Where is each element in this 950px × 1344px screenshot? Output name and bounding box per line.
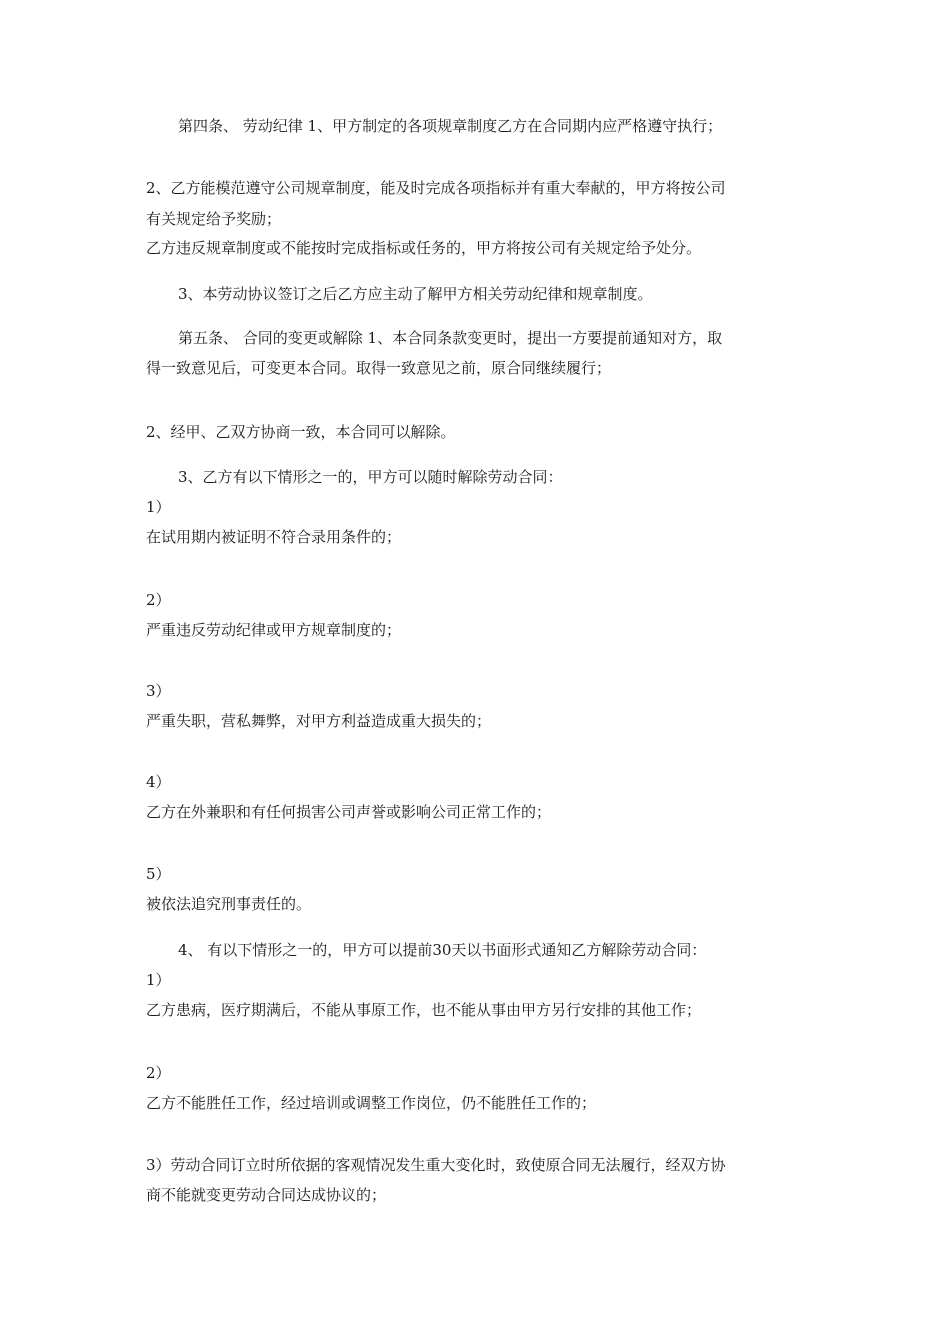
list-item-number: 5） bbox=[146, 865, 171, 883]
list-item-number: 1） bbox=[146, 971, 171, 989]
article4-item3: 3、本劳动协议签订之后乙方应主动了解甲方相关劳动纪律和规章制度。 bbox=[178, 285, 653, 303]
article4-heading: 第四条、 劳动纪律 1、甲方制定的各项规章制度乙方在合同期内应严格遵守执行； bbox=[178, 117, 723, 135]
list-item-number: 1） bbox=[146, 498, 171, 516]
article5-heading-line2: 得一致意见后，可变更本合同。取得一致意见之前，原合同继续履行； bbox=[146, 359, 612, 377]
article5-item4-case3-line1: 3）劳动合同订立时所依据的客观情况发生重大变化时，致使原合同无法履行，经双方协 bbox=[146, 1156, 726, 1174]
list-item-text: 严重失职，营私舞弊，对甲方利益造成重大损失的； bbox=[146, 712, 492, 730]
list-item-number: 3） bbox=[146, 682, 171, 700]
article4-item2-line2: 有关规定给予奖励； bbox=[146, 210, 282, 228]
list-item-text: 严重违反劳动纪律或甲方规章制度的； bbox=[146, 621, 402, 639]
article5-item4-case3-line2: 商不能就变更劳动合同达成协议的； bbox=[146, 1186, 387, 1204]
list-item-number: 2） bbox=[146, 591, 171, 609]
list-item-text: 乙方患病，医疗期满后，不能从事原工作，也不能从事由甲方另行安排的其他工作； bbox=[146, 1001, 702, 1019]
list-item-number: 2） bbox=[146, 1064, 171, 1082]
article5-heading-line1: 第五条、 合同的变更或解除 1、本合同条款变更时，提出一方要提前通知对方，取 bbox=[178, 329, 723, 347]
list-item-text: 在试用期内被证明不符合录用条件的； bbox=[146, 528, 402, 546]
list-item-text: 乙方在外兼职和有任何损害公司声誉或影响公司正常工作的； bbox=[146, 803, 552, 821]
article4-item2-line1: 2、乙方能模范遵守公司规章制度，能及时完成各项指标并有重大奉献的，甲方将按公司 bbox=[146, 179, 726, 197]
list-item-text: 被依法追究刑事责任的。 bbox=[146, 895, 312, 913]
list-item-number: 4） bbox=[146, 773, 171, 791]
article5-item2: 2、经甲、乙双方协商一致，本合同可以解除。 bbox=[146, 423, 456, 441]
article5-item4-heading: 4、 有以下情形之一的，甲方可以提前30天以书面形式通知乙方解除劳动合同： bbox=[178, 941, 707, 959]
article5-item3-heading: 3、乙方有以下情形之一的，甲方可以随时解除劳动合同： bbox=[178, 468, 563, 486]
list-item-text: 乙方不能胜任工作，经过培训或调整工作岗位，仍不能胜任工作的； bbox=[146, 1094, 597, 1112]
article4-item2-line3: 乙方违反规章制度或不能按时完成指标或任务的，甲方将按公司有关规定给予处分。 bbox=[146, 239, 702, 257]
